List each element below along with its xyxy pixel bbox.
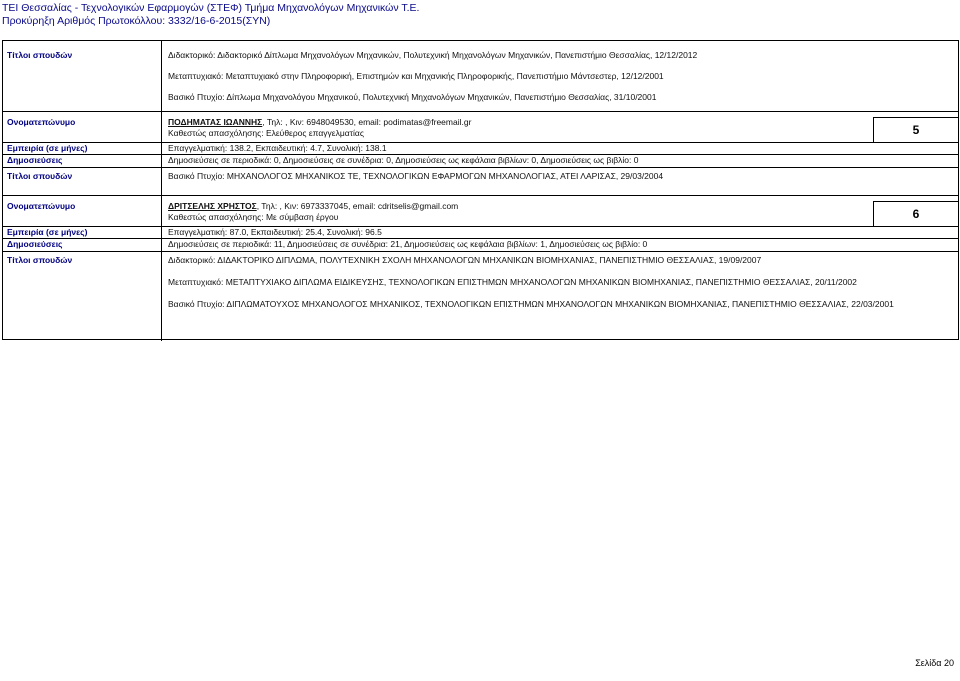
experience-value: Επαγγελματική: 87.0, Εκπαιδευτική: 25.4, Συνολική: 96.5: [161, 227, 958, 238]
experience-label: Εμπειρία (σε μήνες): [7, 143, 88, 153]
titles-list: [161, 168, 958, 197]
employment-status: Καθεστώς απασχόλησης: Ελεύθερος επαγγελματίας: [168, 128, 364, 138]
employment-status: Καθεστώς απασχόλησης: Με σύμβαση έργου: [168, 212, 339, 222]
candidate-number: 6: [873, 201, 958, 226]
publications-value: Δημοσιεύσεις σε περιοδικά: 11, Δημοσιεύσεις σε συνέδρια: 21, Δημοσιεύσεις ως κεφάλαια βιβλίων: 1, Δημοσιεύσεις ως βιβλίο: 0: [161, 239, 958, 251]
titles-label: Τίτλοι σπουδών: [7, 50, 73, 60]
candidate-record: [2, 112, 959, 196]
candidate-info: [161, 196, 873, 226]
title-item: Διδακτορικό: ΔΙΔΑΚΤΟΡΙΚΟ ΔΙΠΛΩΜΑ, ΠΟΛΥΤΕΧΝΙΚΗ ΣΧΟΛΗ ΜΗΧΑΝΟΛΟΓΩΝ ΜΗΧΑΝΙΚΩΝ ΒΙΟΜΗΧΑΝΙΑΣ, ΠΑΝΕΠΙΣΤΗΜΙΟ ΘΕΣΣΑΛΙΑΣ, 19/09/2007: [168, 255, 762, 265]
title-item: Διδακτορικό: Διδακτορικό Δίπλωμα Μηχανολόγων Μηχανικών, Πολυτεχνική Μηχανολόγων Μηχανικών, Πανεπιστήμιο Θεσσαλίας, 12/12/2012: [168, 50, 698, 60]
candidate-name: ΔΡΙΤΣΕΛΗΣ ΧΡΗΣΤΟΣ: [168, 201, 257, 211]
publications-value: Δημοσιεύσεις σε περιοδικά: 0, Δημοσιεύσεις σε συνέδρια: 0, Δημοσιεύσεις ως κεφάλαια βιβλίων: 0, Δημοσιεύσεις ως βιβλίο: 0: [161, 155, 958, 167]
candidate-number: 5: [873, 117, 958, 142]
header-protocol: Προκύρηξη Αριθμός Πρωτοκόλλου: 3332/16-6-2015(ΣΥΝ): [2, 15, 271, 27]
experience-label: Εμπειρία (σε μήνες): [7, 227, 88, 237]
titles-label: Τίτλοι σπουδών: [7, 171, 73, 181]
candidate-name: ΠΟΔΗΜΑΤΑΣ ΙΩΑΝΝΗΣ: [168, 117, 263, 127]
title-item: Βασικό Πτυχίο: ΜΗΧΑΝΟΛΟΓΟΣ ΜΗΧΑΝΙΚΟΣ ΤΕ, ΤΕΧΝΟΛΟΓΙΚΩΝ ΕΦΑΡΜΟΓΩΝ ΜΗΧΑΝΟΛΟΓΙΑΣ, ΑΤΕΙ ΛΑΡΙΣΑΣ, 29/03/2004: [168, 171, 664, 181]
title-item: Μεταπτυχιακό: ΜΕΤΑΠΤΥΧΙΑΚΟ ΔΙΠΛΩΜΑ ΕΙΔΙΚΕΥΣΗΣ, ΤΕΧΝΟΛΟΓΙΚΩΝ ΕΠΙΣΤΗΜΩΝ ΜΗΧΑΝΟΛΟΓΩΝ ΜΗΧΑΝΙΚΩΝ ΒΙΟΜΗΧΑΝΙΑΣ, ΠΑΝΕΠΙΣΤΗΜΙΟ ΘΕΣΣΑΛΙΑΣ, 20/11/2002: [168, 277, 857, 287]
candidate-contact: , Τηλ: , Κιν: 6973337045, email: cdritselis@gmail.com: [256, 201, 459, 211]
titles-list: [161, 41, 958, 113]
page-number: Σελίδα 20: [915, 658, 954, 668]
titles-list: [161, 252, 958, 341]
name-label: Ονοματεπώνυμο: [7, 201, 76, 211]
title-item: Μεταπτυχιακό: Μεταπτυχιακό στην Πληροφορική, Επιστημών και Μηχανικής Πληροφορικής, Πανεπιστήμιο Μάντσεστερ, 12/12/2001: [168, 71, 664, 81]
candidate-contact: , Τηλ: , Κιν: 6948049530, email: podimatas@freemail.gr: [262, 117, 472, 127]
experience-value: Επαγγελματική: 138.2, Εκπαιδευτική: 4.7, Συνολική: 138.1: [161, 143, 958, 154]
header-institution: ΤΕΙ Θεσσαλίας - Τεχνολογικών Εφαρμογών (ΣΤΕΦ) Τμήμα Μηχανολόγων Μηχανικών Τ.Ε.: [2, 2, 420, 14]
candidate-record: [2, 196, 959, 340]
publications-label: Δημοσιεύσεις: [7, 239, 63, 249]
publications-label: Δημοσιεύσεις: [7, 155, 63, 165]
title-item: Βασικό Πτυχίο: ΔΙΠΛΩΜΑΤΟΥΧΟΣ ΜΗΧΑΝΟΛΟΓΟΣ ΜΗΧΑΝΙΚΟΣ, ΤΕΧΝΟΛΟΓΙΚΩΝ ΕΠΙΣΤΗΜΩΝ ΜΗΧΑΝΟΛΟΓΩΝ ΜΗΧΑΝΙΚΩΝ ΒΙΟΜΗΧΑΝΙΑΣ, ΠΑΝΕΠΙΣΤΗΜΙΟ ΘΕΣΣΑΛΙΑΣ, 22/03/2001: [168, 299, 894, 309]
titles-label: Τίτλοι σπουδών: [7, 255, 73, 265]
name-label: Ονοματεπώνυμο: [7, 117, 76, 127]
titles-block-continued: [2, 40, 959, 112]
title-item: Βασικό Πτυχίο: Δίπλωμα Μηχανολόγου Μηχανικού, Πολυτεχνική Μηχανολόγων Μηχανικών, Πανεπιστήμιο Θεσσαλίας, 31/10/2001: [168, 92, 657, 102]
document-header: [2, 2, 419, 28]
candidate-info: [161, 112, 873, 142]
